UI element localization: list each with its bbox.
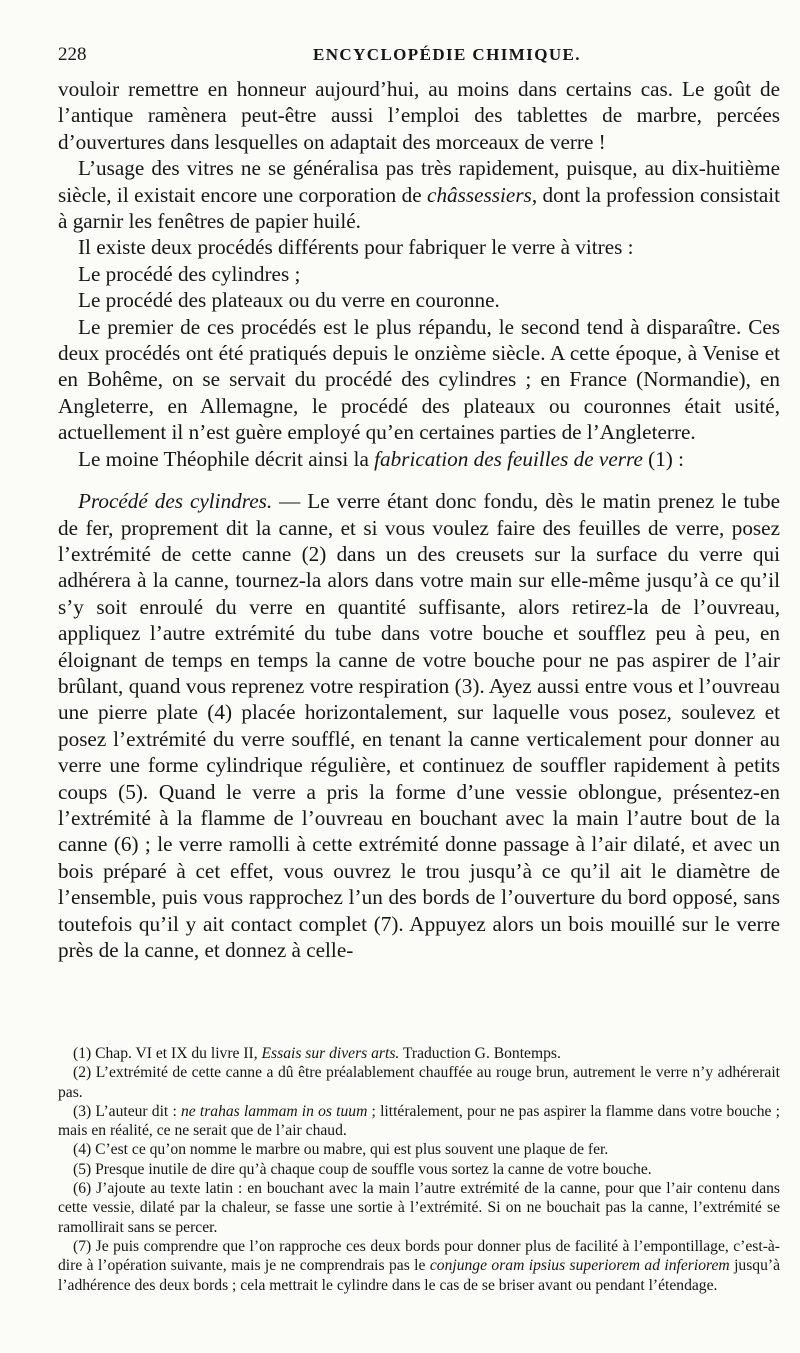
paragraph-description-cylindres — [58, 488, 780, 963]
page-header — [58, 44, 770, 70]
text-run: (7) Je puis comprendre que l’on rapproche ces deux bords pour donner plus de facilité à l’empontillage, c’est-à-dire à l’opération suivante, mais je ne comprendrais pas le — [58, 1237, 780, 1275]
page-number: 228 — [58, 44, 87, 65]
text-run: L’usage des vitres ne se généralisa pas très rapidement, puisque, au dix-huitième siècle, il existait encore une corporation de — [58, 156, 780, 207]
running-title: ENCYCLOPÉDIE CHIMIQUE. — [313, 45, 581, 64]
paragraph-procede-plateaux: Le procédé des plateaux ou du verre en couronne. — [78, 288, 500, 313]
paragraph-vitres — [58, 155, 780, 234]
italic-title: fabrication des feuilles de verre — [374, 446, 643, 471]
paragraph-historique: Le premier de ces procédés est le plus répandu, le second tend à disparaître. Ces deux procédés ont été pratiqués depuis le onzième siècle. A cette époque, à Venise et en Bohême, on se servait du procédé des cylindres ; en France (Normandie), en Angleterre, en Allemagne, le procédé des plateaux ou couronnes était usité, actuellement il n’est guère employé qu’en certaines parties de l’Angleterre. — [58, 314, 780, 445]
italic-term: châssessiers — [427, 182, 532, 207]
text-run: (1) Chap. VI et IX du livre II, — [73, 1045, 262, 1062]
latin-quote: conjunge oram ipsius superiorem ad inferiorem — [429, 1257, 730, 1275]
text-run: — Le verre étant donc fondu, dès le matin prenez le tube de fer, proprement dit la canne, et si vous voulez faire des feuilles de verre, posez l’extrémité de cette canne (2) dans un des creusets sur la surface du verre qui adhérera à la canne, tournez-la alors dans votre main sur elle-même jusqu’à ce qu’il s’y soit enroulé du verre en quantité suffisante, alors retirez-la de l’ouvreau, appliquez l’autre extrémité du tube dans votre bouche et soufflez peu à peu, en éloignant de temps en temps la canne de votre bouche pour ne pas aspirer de l’air brûlant, quand vous reprenez votre respiration (3). Ayez aussi entre vous et l’ouvreau une pierre plate (4) placée horizontalement, sur laquelle vous posez, soulevez et posez l’extrémité du verre soufflé, en tenant la canne verticalement pour donner au verre une forme cylindrique régulière, et continuez de souffler rapidement à petits coups (5). Quand le verre a pris la forme d’une vessie oblongue, présentez-en l’extrémité à la flamme de l’ouvreau en bouchant avec la main l’autre bout de la canne (6) ; le verre ramolli à cette extrémité donne passage à l’air dilaté, et avec un bois préparé à cet effet, vous ouvrez le trou jusqu’à ce qu’il ait le diamètre de l’ensemble, puis vous rapprochez l’un des bords de l’ouverture du bord opposé, sans toutefois qu’il y ait contact complet (7). Appuyez alors un bois mouillé sur le verre près de la canne, et donnez à celle- — [58, 489, 780, 962]
footnote-1 — [58, 1044, 780, 1063]
text-run: (1) : — [642, 446, 685, 471]
footnote-6: (6) J’ajoute au texte latin : en bouchant avec la main l’autre extrémité de la canne, pour que l’air contenu dans cette vessie, dilaté par la chaleur, se fasse une sortie à l’extrémité. Si on ne bouchait pas la canne, l’extrémité se ramollirait sans se percer. — [58, 1180, 780, 1236]
paragraph-continuation: vouloir remettre en honneur aujourd’hui, au moins dans certains cas. Le goût de l’antique ramènera peut-être aussi l’emploi des tablettes de marbre, percées d’ouvertures dans lesquelles on adaptait des morceaux de verre ! — [58, 77, 780, 154]
text-run: , dont la profession consistait à garnir les fenêtres de papier huilé. — [58, 182, 780, 234]
text-run: Le moine Théophile décrit ainsi la — [78, 446, 375, 471]
footnote-2: (2) L’extrémité de cette canne a dû être préalablement chauffée au rouge brun, autrement le verre n’y adhérerait pas. — [58, 1064, 780, 1101]
paragraph-procedes-intro: Il existe deux procédés différents pour fabriquer le verre à vitres : — [78, 235, 634, 260]
footnote-5: (5) Presque inutile de dire qu’à chaque coup de souffle vous sortez la canne de votre bouche. — [73, 1160, 652, 1178]
latin-quote: ne trahas lammam in os tuum — [180, 1102, 368, 1120]
italic-title: Essais sur divers arts. — [261, 1045, 400, 1062]
footnotes — [58, 1044, 780, 1295]
text-run: jusqu’à l’adhérence des deux bords ; cela mettrait le cylindre dans le cas de se briser avant ou pendant l’étendage. — [58, 1257, 781, 1294]
footnote-4: (4) C’est ce qu’on nomme le marbre ou mabre, qui est plus souvent une plaque de fer. — [73, 1141, 609, 1159]
text-run: (3) L’auteur dit : — [73, 1102, 181, 1120]
main-text — [58, 76, 780, 963]
section-heading: Procédé des cylindres. — [78, 489, 273, 514]
paragraph-procede-cylindres: Le procédé des cylindres ; — [78, 261, 301, 286]
text-run: Traduction G. Bontemps. — [399, 1045, 561, 1062]
paragraph-theophile — [58, 446, 780, 472]
footnote-3 — [58, 1102, 780, 1141]
text-run: ; littéralement, pour ne pas aspirer la flamme dans votre bouche ; mais en réalité, ce ne serait que de l’air chaud. — [58, 1102, 780, 1140]
footnote-7 — [58, 1237, 780, 1295]
